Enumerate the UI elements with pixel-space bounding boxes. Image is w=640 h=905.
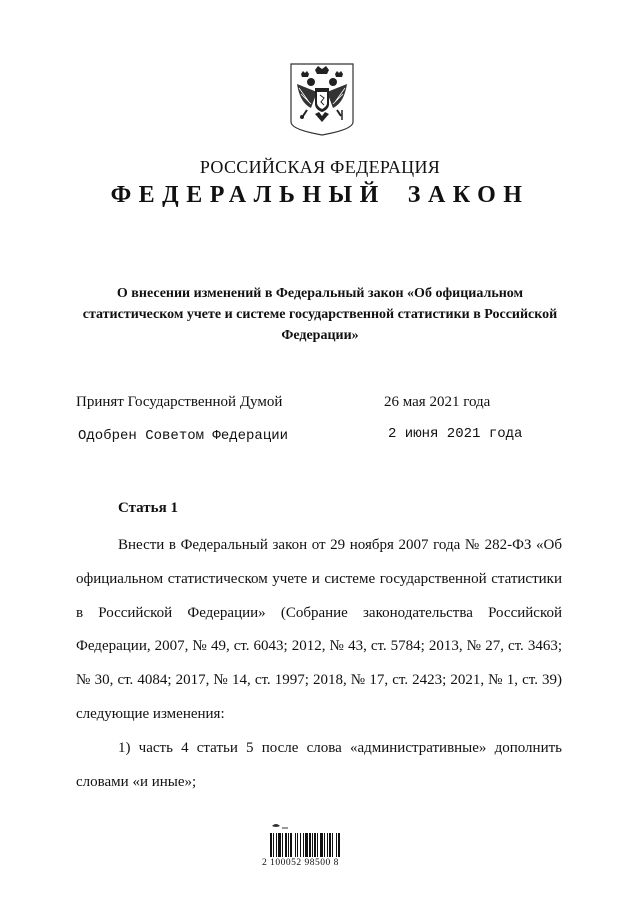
- article-paragraph: Внести в Федеральный закон от 29 ноября 2007 года № 282-ФЗ «Об официальном статистическом учете и системе государственной статистики в Российской Федерации» (Собрание законодательства Российской Федерации, 2007, № 49, ст. 6043; 2012, № 43, ст. 5784; 2013, № 27, ст. 3463; № 30, ст. 4084; 2017, № 14, ст. 1997; 2018, № 17, ст. 2423; 2021, № 1, ст. 39) следующие изменения:: [76, 537, 562, 722]
- document-type-word-1: ФЕДЕРАЛЬНЫЙ: [110, 182, 386, 208]
- article-body: [76, 529, 562, 799]
- council-approval-date: 2 июня 2021 года: [388, 426, 523, 442]
- barcode-number: 2 100052 98500 8: [262, 858, 339, 868]
- article-heading: Статья 1: [118, 500, 178, 516]
- coat-of-arms-emblem: [289, 62, 355, 136]
- russian-coat-of-arms-icon: [289, 62, 355, 136]
- barcode: [266, 823, 376, 883]
- document-type-word-2: ЗАКОН: [407, 182, 530, 208]
- barcode-icon: [266, 823, 376, 859]
- article-paragraph: 1) часть 4 статьи 5 после слова «административные» дополнить словами «и иные»;: [76, 739, 562, 790]
- law-title: О внесении изменений в Федеральный закон «Об официальном статистическом учете и системе государственной статистики в Российской Федерации»: [82, 286, 558, 343]
- duma-adoption-label: Принят Государственной Думой: [76, 394, 283, 410]
- duma-adoption-date: 26 мая 2021 года: [384, 394, 491, 410]
- country-name: РОССИЙСКАЯ ФЕДЕРАЦИЯ: [199, 157, 441, 177]
- document-type: [0, 182, 640, 209]
- council-approval-label: Одобрен Советом Федерации: [78, 428, 289, 444]
